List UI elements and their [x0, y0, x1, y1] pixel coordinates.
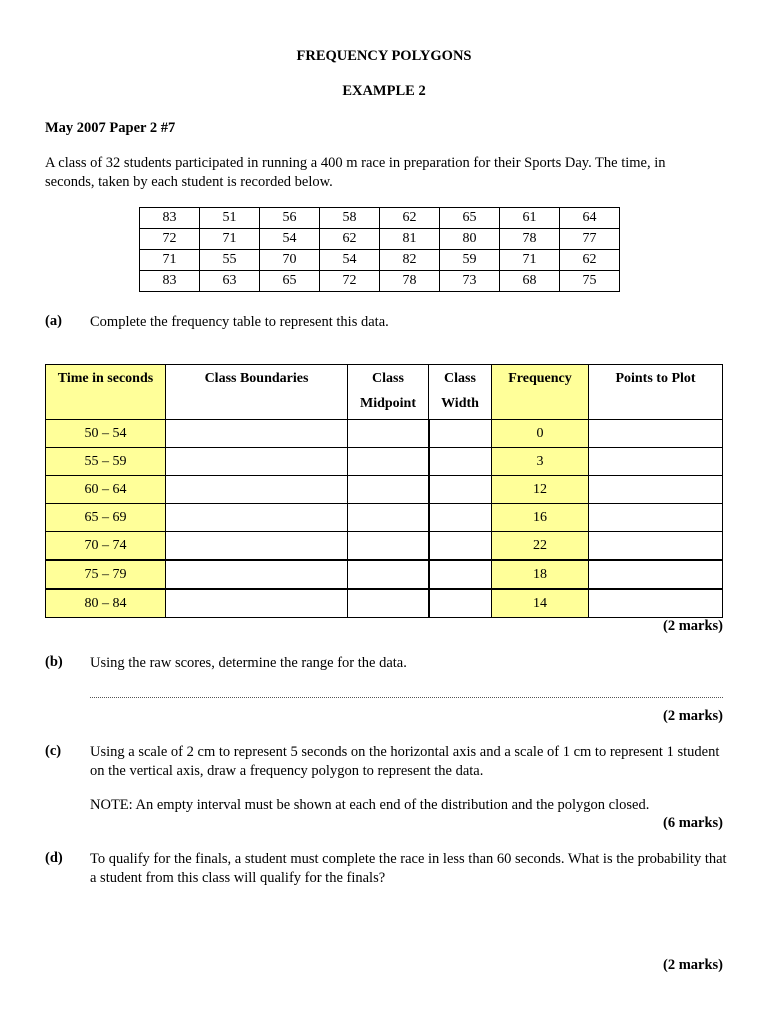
part-c-text: Using a scale of 2 cm to represent 5 seconds on the horizontal axis and a scale of 1 cm to represent 1 student on the vertical axis, draw a frequency polygon to represent the data. — [90, 744, 720, 779]
part-c-note: NOTE: An empty interval must be shown at each end of the distribution and the polygon closed. — [90, 797, 650, 813]
part-c-label: (c) — [45, 743, 62, 759]
points-to-plot-cell[interactable] — [589, 532, 723, 561]
raw-scores-table — [139, 207, 620, 292]
raw-scores-row — [140, 250, 620, 271]
class-boundaries-cell[interactable] — [166, 589, 348, 618]
part-c-marks: (6 marks) — [662, 815, 723, 831]
raw-score-cell: 71 — [500, 250, 560, 271]
frequency-table — [45, 364, 723, 618]
time-cell: 70 – 74 — [46, 532, 166, 561]
class-midpoint-cell[interactable] — [348, 504, 429, 532]
part-a-marks: (2 marks) — [662, 618, 723, 634]
header-time: Time in seconds — [46, 365, 166, 420]
frequency-cell: 18 — [492, 560, 589, 589]
raw-score-cell: 62 — [560, 250, 620, 271]
raw-score-cell: 73 — [440, 271, 500, 292]
class-width-cell[interactable] — [429, 589, 492, 618]
raw-score-cell: 71 — [140, 250, 200, 271]
page-subtitle: EXAMPLE 2 — [342, 83, 426, 99]
source-reference: May 2007 Paper 2 #7 — [45, 120, 176, 136]
raw-score-cell: 83 — [140, 271, 200, 292]
frequency-cell: 22 — [492, 532, 589, 561]
time-cell: 75 – 79 — [46, 560, 166, 589]
time-cell: 55 – 59 — [46, 448, 166, 476]
points-to-plot-cell[interactable] — [589, 420, 723, 448]
page-title: FREQUENCY POLYGONS — [296, 48, 472, 64]
points-to-plot-cell[interactable] — [589, 504, 723, 532]
raw-score-cell: 62 — [380, 208, 440, 229]
raw-score-cell: 62 — [320, 229, 380, 250]
points-to-plot-cell[interactable] — [589, 560, 723, 589]
frequency-cell: 3 — [492, 448, 589, 476]
part-b-label: (b) — [45, 654, 63, 670]
raw-score-cell: 51 — [200, 208, 260, 229]
class-midpoint-cell[interactable] — [348, 448, 429, 476]
class-boundaries-cell[interactable] — [166, 560, 348, 589]
class-width-cell[interactable] — [429, 532, 492, 561]
raw-score-cell: 55 — [200, 250, 260, 271]
frequency-cell: 0 — [492, 420, 589, 448]
class-midpoint-cell[interactable] — [348, 589, 429, 618]
raw-score-cell: 77 — [560, 229, 620, 250]
points-to-plot-cell[interactable] — [589, 589, 723, 618]
raw-scores-row — [140, 208, 620, 229]
class-width-cell[interactable] — [429, 448, 492, 476]
frequency-cell: 12 — [492, 476, 589, 504]
raw-score-cell: 80 — [440, 229, 500, 250]
time-cell: 80 – 84 — [46, 589, 166, 618]
raw-score-cell: 59 — [440, 250, 500, 271]
raw-score-cell: 61 — [500, 208, 560, 229]
part-d-text: To qualify for the finals, a student must complete the race in less than 60 seconds. What is the probability that a student from this class will qualify for the finals? — [90, 851, 727, 886]
raw-score-cell: 58 — [320, 208, 380, 229]
points-to-plot-cell[interactable] — [589, 448, 723, 476]
part-d-marks: (2 marks) — [662, 957, 723, 973]
raw-score-cell: 81 — [380, 229, 440, 250]
answer-line — [90, 691, 723, 698]
class-boundaries-cell[interactable] — [166, 532, 348, 561]
part-a-label: (a) — [45, 313, 62, 329]
raw-score-cell: 63 — [200, 271, 260, 292]
raw-score-cell: 65 — [440, 208, 500, 229]
raw-score-cell: 56 — [260, 208, 320, 229]
frequency-cell: 16 — [492, 504, 589, 532]
class-boundaries-cell[interactable] — [166, 448, 348, 476]
frequency-row — [46, 476, 723, 504]
frequency-row — [46, 560, 723, 589]
class-midpoint-cell[interactable] — [348, 560, 429, 589]
raw-score-cell: 70 — [260, 250, 320, 271]
raw-score-cell: 78 — [500, 229, 560, 250]
raw-score-cell: 83 — [140, 208, 200, 229]
class-width-cell[interactable] — [429, 476, 492, 504]
part-d-label: (d) — [45, 850, 63, 866]
frequency-row — [46, 448, 723, 476]
header-class-midpoint: Class Midpoint — [348, 365, 429, 420]
frequency-row — [46, 532, 723, 561]
class-midpoint-cell[interactable] — [348, 532, 429, 561]
class-width-cell[interactable] — [429, 560, 492, 589]
header-class-boundaries: Class Boundaries — [166, 365, 348, 420]
class-midpoint-cell[interactable] — [348, 476, 429, 504]
class-boundaries-cell[interactable] — [166, 420, 348, 448]
frequency-row — [46, 420, 723, 448]
class-width-cell[interactable] — [429, 504, 492, 532]
time-cell: 60 – 64 — [46, 476, 166, 504]
part-b-marks: (2 marks) — [662, 708, 723, 724]
time-cell: 65 – 69 — [46, 504, 166, 532]
raw-score-cell: 71 — [200, 229, 260, 250]
raw-score-cell: 54 — [320, 250, 380, 271]
raw-scores-row — [140, 229, 620, 250]
class-boundaries-cell[interactable] — [166, 504, 348, 532]
time-cell: 50 – 54 — [46, 420, 166, 448]
raw-score-cell: 64 — [560, 208, 620, 229]
class-width-cell[interactable] — [429, 420, 492, 448]
raw-score-cell: 72 — [320, 271, 380, 292]
raw-score-cell: 78 — [380, 271, 440, 292]
raw-score-cell: 65 — [260, 271, 320, 292]
points-to-plot-cell[interactable] — [589, 476, 723, 504]
frequency-row — [46, 504, 723, 532]
class-midpoint-cell[interactable] — [348, 420, 429, 448]
raw-score-cell: 82 — [380, 250, 440, 271]
raw-score-cell: 75 — [560, 271, 620, 292]
raw-score-cell: 72 — [140, 229, 200, 250]
header-points-to-plot: Points to Plot — [589, 365, 723, 420]
header-class-width: Class Width — [429, 365, 492, 420]
class-boundaries-cell[interactable] — [166, 476, 348, 504]
raw-score-cell: 54 — [260, 229, 320, 250]
part-b-text: Using the raw scores, determine the range for the data. — [90, 655, 407, 671]
frequency-row — [46, 589, 723, 618]
frequency-cell: 14 — [492, 589, 589, 618]
header-frequency: Frequency — [492, 365, 589, 420]
intro-paragraph: A class of 32 students participated in running a 400 m race in preparation for their Sports Day. The time, in seconds, taken by each student is recorded below. — [45, 155, 666, 190]
part-a-text: Complete the frequency table to represent this data. — [90, 314, 389, 330]
raw-score-cell: 68 — [500, 271, 560, 292]
raw-scores-row — [140, 271, 620, 292]
